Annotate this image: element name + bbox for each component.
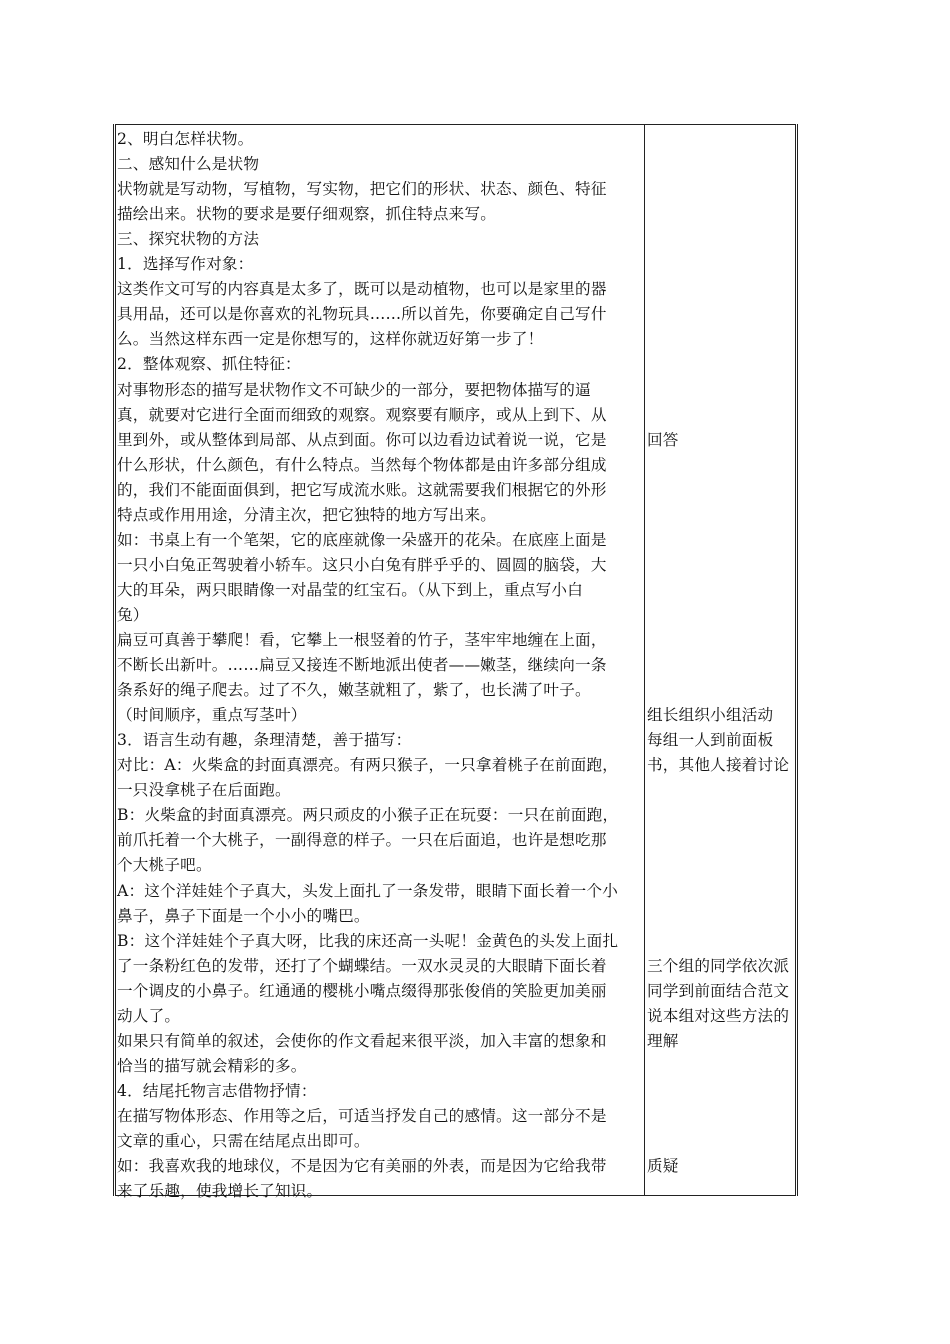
activity-line: 说本组对这些方法的 bbox=[647, 1006, 790, 1025]
content-line: 不断长出新叶。……扁豆又接连不断地派出使者——嫩茎，继续向一条 bbox=[117, 656, 607, 675]
content-line: 特点或作用用途，分清主次，把它独特的地方写出来。 bbox=[117, 505, 497, 524]
content-line: 这类作文可写的内容真是太多了，既可以是动植物，也可以是家里的器 bbox=[117, 280, 607, 299]
content-line: 一只小白兔正驾驶着小轿车。这只小白兔有胖乎乎的、圆圆的脑袋，大 bbox=[117, 555, 607, 574]
content-line: 一只没拿桃子在后面跑。 bbox=[117, 781, 291, 800]
content-line: 文章的重心，只需在结尾点出即可。 bbox=[117, 1132, 370, 1150]
content-line: （时间顺序，重点写茎叶） bbox=[117, 706, 307, 725]
content-line: 的，我们不能面面俱到，把它写成流水账。这就需要我们根据它的外形 bbox=[117, 480, 607, 499]
activity-line: 质疑 bbox=[647, 1157, 679, 1176]
content-line: 2、明白怎样状物。 bbox=[117, 130, 254, 148]
activity-line: 回答 bbox=[647, 430, 679, 449]
content-line: 个大桃子吧。 bbox=[117, 856, 212, 875]
activity-line: 每组一人到前面板 bbox=[647, 731, 774, 750]
activity-line: 理解 bbox=[647, 1031, 679, 1050]
content-line: B：这个洋娃娃个子真大呀，比我的床还高一头呢！金黄色的头发上面扎 bbox=[117, 931, 619, 950]
content-line: A：这个洋娃娃个子真大，头发上面扎了一条发带，眼睛下面长着一个小 bbox=[117, 881, 619, 900]
content-line: 一个调皮的小鼻子。红通通的樱桃小嘴点缀得那张俊俏的笑脸更加美丽 bbox=[117, 981, 607, 1000]
content-line: 在描写物体形态、作用等之后，可适当抒发自己的感情。这一部分不是 bbox=[117, 1106, 607, 1125]
activity-line: 同学到前面结合范文 bbox=[647, 981, 790, 1000]
content-line: 对比：A：火柴盒的封面真漂亮。有两只猴子，一只拿着桃子在前面跑， bbox=[117, 756, 619, 775]
activity-line: 书，其他人接着讨论 bbox=[647, 756, 790, 775]
content-line: 什么形状，什么颜色，有什么特点。当然每个物体都是由许多部分组成 bbox=[117, 455, 607, 474]
column-divider bbox=[644, 124, 645, 1196]
content-line: 里到外，或从整体到局部、从点到面。你可以边看边试着说一说，它是 bbox=[117, 430, 607, 449]
activity-line: 三个组的同学依次派 bbox=[647, 956, 790, 975]
content-line: 动人了。 bbox=[117, 1006, 181, 1025]
content-line: 状物就是写动物，写植物，写实物，把它们的形状、状态、颜色、特征 bbox=[117, 180, 607, 199]
content-line: 4．结尾托物言志借物抒情： bbox=[117, 1081, 317, 1100]
content-line: 二、感知什么是状物 bbox=[117, 155, 260, 174]
content-line: 如：书桌上有一个笔架，它的底座就像一朵盛开的花朵。在底座上面是 bbox=[117, 530, 607, 549]
content-line: 扁豆可真善于攀爬！看，它攀上一根竖着的竹子，茎牢牢地缠在上面， bbox=[117, 631, 607, 649]
content-line: 兔） bbox=[117, 605, 149, 624]
content-line: 条系好的绳子爬去。过了不久，嫩茎就粗了，紫了，也长满了叶子。 bbox=[117, 681, 591, 700]
content-line: 真，就要对它进行全面而细致的观察。观察要有顺序，或从上到下、从 bbox=[117, 405, 607, 424]
content-line: 前爪托着一个大桃子，一副得意的样子。一只在后面追，也许是想吃那 bbox=[117, 831, 607, 850]
content-line: 鼻子，鼻子下面是一个小小的嘴巴。 bbox=[117, 906, 370, 925]
content-line: 三、探究状物的方法 bbox=[117, 230, 260, 249]
content-line: 恰当的描写就会精彩的多。 bbox=[117, 1056, 307, 1075]
content-line: 了一条粉红色的发带，还打了个蝴蝶结。一双水灵灵的大眼睛下面长着 bbox=[117, 956, 607, 975]
activity-line: 组长组织小组活动 bbox=[647, 706, 774, 725]
content-line: 如：我喜欢我的地球仪，不是因为它有美丽的外表，而是因为它给我带 bbox=[117, 1157, 607, 1176]
content-line: B：火柴盒的封面真漂亮。两只顽皮的小猴子正在玩耍：一只在前面跑， bbox=[117, 806, 619, 825]
content-line: 大的耳朵，两只眼睛像一对晶莹的红宝石。（从下到上，重点写小白 bbox=[117, 580, 584, 599]
content-line: 么。当然这样东西一定是你想写的，这样你就迈好第一步了！ bbox=[117, 330, 544, 349]
content-line: 具用品，还可以是你喜欢的礼物玩具……所以首先，你要确定自己写什 bbox=[117, 305, 607, 324]
content-line: 2．整体观察、抓住特征： bbox=[117, 355, 301, 374]
content-line: 3．语言生动有趣，条理清楚，善于描写： bbox=[117, 731, 412, 750]
content-line: 如果只有简单的叙述，会使你的作文看起来很平淡，加入丰富的想象和 bbox=[117, 1031, 607, 1050]
content-line: 描绘出来。状物的要求是要仔细观察，抓住特点来写。 bbox=[117, 205, 497, 224]
content-line: 对事物形态的描写是状物作文不可缺少的一部分，要把物体描写的逼 bbox=[117, 380, 591, 399]
content-line: 1．选择写作对象： bbox=[117, 255, 254, 274]
content-line: 来了乐趣，使我增长了知识。 bbox=[117, 1182, 323, 1201]
